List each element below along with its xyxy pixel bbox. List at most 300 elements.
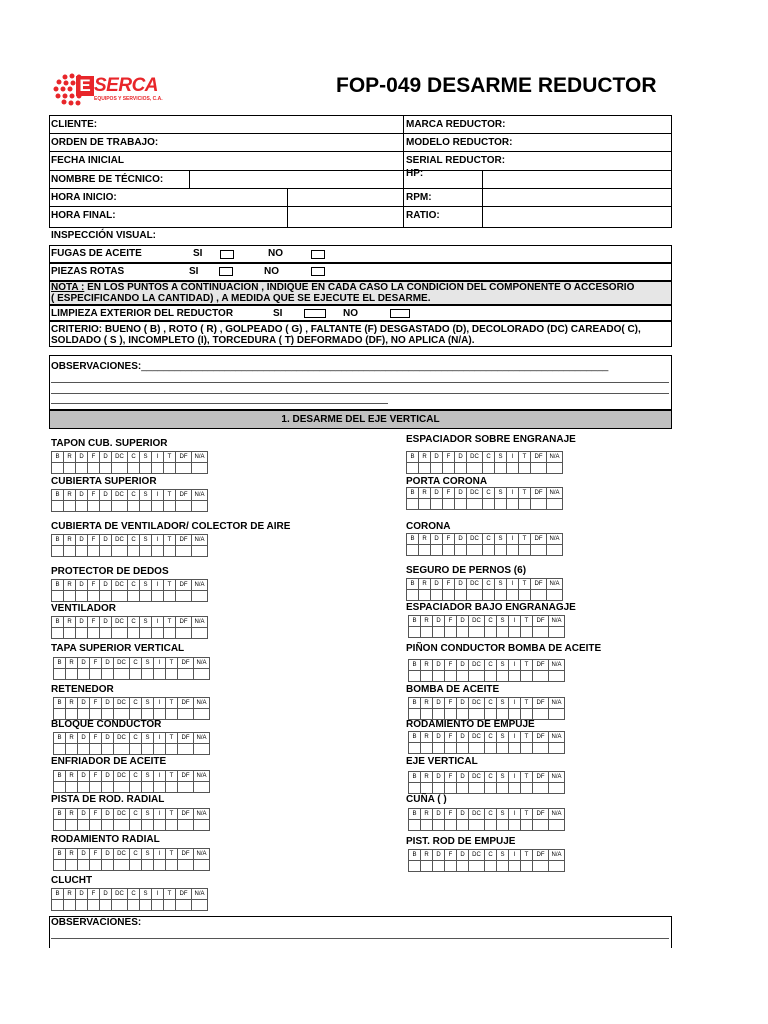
condition-code: N/A	[549, 616, 565, 627]
condition-cell[interactable]	[445, 709, 457, 720]
condition-cell[interactable]	[128, 591, 140, 602]
condition-cell[interactable]	[52, 591, 64, 602]
condition-cell[interactable]	[102, 820, 114, 831]
condition-code: T	[519, 534, 531, 545]
condition-cell[interactable]	[509, 861, 521, 872]
condition-cell[interactable]	[519, 499, 531, 510]
condition-cell[interactable]	[100, 628, 112, 639]
condition-cell[interactable]	[192, 591, 208, 602]
condition-cell[interactable]	[485, 743, 497, 754]
condition-cell[interactable]	[495, 499, 507, 510]
condition-cell[interactable]	[409, 743, 421, 754]
condition-cell[interactable]	[421, 861, 433, 872]
condition-cell[interactable]	[142, 744, 154, 755]
condition-cell[interactable]	[164, 591, 176, 602]
condition-cell[interactable]	[90, 744, 102, 755]
condition-cell[interactable]	[88, 591, 100, 602]
condition-cell[interactable]	[154, 782, 166, 793]
condition-cell[interactable]	[152, 546, 164, 557]
condition-cell[interactable]	[114, 669, 130, 680]
condition-cell[interactable]	[88, 463, 100, 474]
condition-cell[interactable]	[533, 671, 549, 682]
condition-cell[interactable]	[112, 900, 128, 911]
condition-cell[interactable]	[533, 820, 549, 831]
condition-cell[interactable]	[112, 501, 128, 512]
condition-cell[interactable]	[152, 628, 164, 639]
condition-code: R	[421, 772, 433, 783]
condition-cell[interactable]	[469, 671, 485, 682]
condition-cell[interactable]	[102, 669, 114, 680]
condition-cell[interactable]	[445, 783, 457, 794]
condition-cell[interactable]	[130, 860, 142, 871]
condition-cell[interactable]	[52, 628, 64, 639]
condition-cell[interactable]	[76, 501, 88, 512]
condition-cell[interactable]	[409, 820, 421, 831]
condition-cell[interactable]	[176, 463, 192, 474]
condition-cell[interactable]	[54, 669, 66, 680]
condition-cell[interactable]	[102, 744, 114, 755]
condition-cell[interactable]	[521, 627, 533, 638]
condition-cell[interactable]	[497, 783, 509, 794]
condition-cell[interactable]	[433, 743, 445, 754]
condition-cell[interactable]	[419, 590, 431, 601]
condition-cell[interactable]	[112, 463, 128, 474]
condition-cell[interactable]	[64, 501, 76, 512]
condition-cell[interactable]	[140, 546, 152, 557]
condition-cell[interactable]	[164, 628, 176, 639]
condition-cell[interactable]	[194, 782, 210, 793]
condition-cell[interactable]	[140, 900, 152, 911]
condition-cell[interactable]	[102, 709, 114, 720]
condition-cell[interactable]	[192, 501, 208, 512]
condition-cell[interactable]	[419, 463, 431, 474]
condition-cell[interactable]	[166, 782, 178, 793]
condition-cell[interactable]	[90, 669, 102, 680]
condition-cell[interactable]	[497, 627, 509, 638]
condition-cell[interactable]	[164, 463, 176, 474]
condition-cell[interactable]	[154, 669, 166, 680]
condition-cell[interactable]	[88, 900, 100, 911]
condition-cell[interactable]	[469, 861, 485, 872]
condition-cell[interactable]	[507, 463, 519, 474]
condition-cell[interactable]	[421, 783, 433, 794]
condition-cell[interactable]	[90, 709, 102, 720]
condition-cell[interactable]	[176, 591, 192, 602]
condition-cell[interactable]	[407, 590, 419, 601]
condition-cell[interactable]	[88, 501, 100, 512]
condition-cell[interactable]	[78, 744, 90, 755]
condition-cell[interactable]	[467, 463, 483, 474]
condition-cell[interactable]	[114, 820, 130, 831]
condition-code: F	[445, 772, 457, 783]
condition-cell[interactable]	[433, 820, 445, 831]
condition-cell[interactable]	[509, 671, 521, 682]
condition-cell[interactable]	[152, 900, 164, 911]
condition-cell[interactable]	[409, 709, 421, 720]
condition-cell[interactable]	[457, 861, 469, 872]
condition-cell[interactable]	[194, 709, 210, 720]
condition-cell[interactable]	[194, 820, 210, 831]
condition-cell[interactable]	[549, 671, 565, 682]
condition-cell[interactable]	[533, 783, 549, 794]
condition-cell[interactable]	[497, 820, 509, 831]
condition-cell[interactable]	[521, 743, 533, 754]
condition-cell[interactable]	[521, 820, 533, 831]
condition-cell[interactable]	[433, 627, 445, 638]
condition-cell[interactable]	[419, 545, 431, 556]
condition-cell[interactable]	[445, 820, 457, 831]
condition-cell[interactable]	[102, 782, 114, 793]
condition-cell[interactable]	[409, 783, 421, 794]
condition-cell[interactable]	[433, 671, 445, 682]
condition-cell[interactable]	[76, 463, 88, 474]
condition-cell[interactable]	[467, 499, 483, 510]
condition-cell[interactable]	[443, 499, 455, 510]
condition-cell[interactable]	[64, 591, 76, 602]
condition-cell[interactable]	[88, 546, 100, 557]
condition-cell[interactable]	[431, 545, 443, 556]
condition-cell[interactable]	[178, 669, 194, 680]
condition-cell[interactable]	[192, 546, 208, 557]
condition-cell[interactable]	[443, 463, 455, 474]
condition-cell[interactable]	[457, 783, 469, 794]
condition-cell[interactable]	[164, 546, 176, 557]
condition-cell[interactable]	[66, 782, 78, 793]
condition-cell[interactable]	[54, 709, 66, 720]
condition-cell[interactable]	[485, 783, 497, 794]
condition-cell[interactable]	[507, 545, 519, 556]
condition-cell[interactable]	[154, 820, 166, 831]
condition-cell[interactable]	[130, 744, 142, 755]
condition-code: T	[164, 889, 176, 900]
condition-cell[interactable]	[178, 820, 194, 831]
condition-cell[interactable]	[421, 671, 433, 682]
condition-cell[interactable]	[547, 590, 563, 601]
condition-cell[interactable]	[154, 709, 166, 720]
condition-cell[interactable]	[78, 669, 90, 680]
condition-cell[interactable]	[100, 463, 112, 474]
condition-cell[interactable]	[521, 783, 533, 794]
condition-cell[interactable]	[154, 860, 166, 871]
condition-cell[interactable]	[431, 463, 443, 474]
condition-cell[interactable]	[469, 783, 485, 794]
condition-cell[interactable]	[469, 743, 485, 754]
condition-cell[interactable]	[431, 499, 443, 510]
condition-cell[interactable]	[409, 627, 421, 638]
condition-cell[interactable]	[509, 820, 521, 831]
condition-cell[interactable]	[521, 709, 533, 720]
condition-cell[interactable]	[166, 860, 178, 871]
condition-code: DF	[531, 452, 547, 463]
condition-cell[interactable]	[152, 463, 164, 474]
condition-cell[interactable]	[128, 463, 140, 474]
observaciones-line[interactable]	[51, 382, 669, 383]
condition-cell[interactable]	[419, 499, 431, 510]
condition-cell[interactable]	[112, 628, 128, 639]
condition-code: F	[445, 616, 457, 627]
condition-cell[interactable]	[154, 744, 166, 755]
condition-cell[interactable]	[142, 709, 154, 720]
condition-cell[interactable]	[78, 860, 90, 871]
condition-cell[interactable]	[52, 501, 64, 512]
condition-cell[interactable]	[469, 627, 485, 638]
condition-cell[interactable]	[485, 671, 497, 682]
condition-cell[interactable]	[421, 627, 433, 638]
condition-cell[interactable]	[433, 861, 445, 872]
condition-cell[interactable]	[521, 861, 533, 872]
condition-cell[interactable]	[509, 743, 521, 754]
condition-cell[interactable]	[519, 545, 531, 556]
condition-cell[interactable]	[455, 463, 467, 474]
condition-cell[interactable]	[90, 820, 102, 831]
limpieza-no-checkbox[interactable]	[390, 309, 410, 318]
condition-cell[interactable]	[178, 709, 194, 720]
condition-cell[interactable]	[547, 463, 563, 474]
condition-cell[interactable]	[114, 860, 130, 871]
condition-cell[interactable]	[178, 860, 194, 871]
condition-cell[interactable]	[507, 590, 519, 601]
condition-cell[interactable]	[483, 463, 495, 474]
condition-cell[interactable]	[485, 709, 497, 720]
condition-cell[interactable]	[76, 628, 88, 639]
condition-cell[interactable]	[469, 820, 485, 831]
condition-cell[interactable]	[52, 546, 64, 557]
condition-cell[interactable]	[192, 463, 208, 474]
condition-cell[interactable]	[531, 590, 547, 601]
condition-cell[interactable]	[76, 900, 88, 911]
condition-cell[interactable]	[140, 628, 152, 639]
condition-cell[interactable]	[457, 743, 469, 754]
condition-cell[interactable]	[114, 782, 130, 793]
condition-cell[interactable]	[164, 900, 176, 911]
condition-cell[interactable]	[533, 709, 549, 720]
condition-cell[interactable]	[78, 782, 90, 793]
fugas-no-checkbox[interactable]	[311, 250, 325, 259]
condition-cell[interactable]	[533, 627, 549, 638]
piezas-si-checkbox[interactable]	[219, 267, 233, 276]
limpieza-si-checkbox[interactable]	[304, 309, 326, 318]
condition-code: F	[443, 534, 455, 545]
condition-cell[interactable]	[64, 900, 76, 911]
condition-cell[interactable]	[194, 860, 210, 871]
condition-cell[interactable]	[469, 709, 485, 720]
condition-cell[interactable]	[485, 820, 497, 831]
condition-cell[interactable]	[100, 501, 112, 512]
condition-cell[interactable]	[178, 744, 194, 755]
condition-cell[interactable]	[407, 499, 419, 510]
condition-cell[interactable]	[64, 628, 76, 639]
condition-cell[interactable]	[140, 591, 152, 602]
condition-cell[interactable]	[142, 782, 154, 793]
condition-cell[interactable]	[497, 743, 509, 754]
condition-cell[interactable]	[90, 860, 102, 871]
condition-cell[interactable]	[443, 545, 455, 556]
condition-cell[interactable]	[194, 744, 210, 755]
marca-reductor-label: MARCA REDUCTOR:	[406, 119, 506, 130]
condition-cell[interactable]	[443, 590, 455, 601]
condition-cell[interactable]	[409, 861, 421, 872]
condition-cell[interactable]	[130, 669, 142, 680]
condition-cell[interactable]	[431, 590, 443, 601]
condition-cell[interactable]	[467, 545, 483, 556]
condition-cell[interactable]	[549, 743, 565, 754]
condition-cell[interactable]	[509, 783, 521, 794]
condition-cell[interactable]	[521, 671, 533, 682]
condition-cell[interactable]	[64, 463, 76, 474]
condition-cell[interactable]	[140, 463, 152, 474]
condition-cell[interactable]	[409, 671, 421, 682]
condition-cell[interactable]	[421, 743, 433, 754]
condition-cell[interactable]	[549, 709, 565, 720]
condition-cell[interactable]	[549, 627, 565, 638]
condition-cell[interactable]	[421, 709, 433, 720]
condition-cell[interactable]	[54, 860, 66, 871]
condition-cell[interactable]	[66, 820, 78, 831]
condition-cell[interactable]	[76, 591, 88, 602]
condition-cell[interactable]	[445, 627, 457, 638]
condition-cell[interactable]	[455, 499, 467, 510]
condition-cell[interactable]	[455, 590, 467, 601]
condition-cell[interactable]	[112, 591, 128, 602]
condition-cell[interactable]	[483, 499, 495, 510]
condition-cell[interactable]	[88, 628, 100, 639]
condition-cell[interactable]	[130, 782, 142, 793]
condition-cell[interactable]	[176, 546, 192, 557]
condition-cell[interactable]	[76, 546, 88, 557]
condition-cell[interactable]	[130, 709, 142, 720]
condition-cell[interactable]	[52, 463, 64, 474]
condition-cell[interactable]	[102, 860, 114, 871]
observaciones-label-text: OBSERVACIONES:	[51, 361, 142, 372]
condition-cell[interactable]	[445, 671, 457, 682]
condition-cell[interactable]	[142, 860, 154, 871]
condition-cell[interactable]	[152, 591, 164, 602]
condition-cell[interactable]	[66, 860, 78, 871]
condition-cell[interactable]	[164, 501, 176, 512]
condition-cell[interactable]	[531, 463, 547, 474]
condition-cell[interactable]	[128, 501, 140, 512]
condition-cell[interactable]	[152, 501, 164, 512]
condition-cell[interactable]	[407, 545, 419, 556]
condition-cell[interactable]	[66, 709, 78, 720]
condition-cell[interactable]	[166, 744, 178, 755]
condition-cell[interactable]	[66, 744, 78, 755]
condition-cell[interactable]	[467, 590, 483, 601]
condition-cell[interactable]	[497, 671, 509, 682]
condition-cell[interactable]	[114, 709, 130, 720]
condition-cell[interactable]	[445, 743, 457, 754]
condition-cell[interactable]	[100, 591, 112, 602]
condition-cell[interactable]	[519, 463, 531, 474]
condition-cell[interactable]	[407, 463, 419, 474]
condition-cell[interactable]	[176, 628, 192, 639]
observaciones-line[interactable]	[51, 403, 388, 404]
fugas-si-checkbox[interactable]	[220, 250, 234, 259]
condition-code: N/A	[192, 452, 208, 463]
condition-code: F	[90, 809, 102, 820]
condition-cell[interactable]	[176, 501, 192, 512]
condition-cell[interactable]	[112, 546, 128, 557]
condition-code: B	[409, 698, 421, 709]
condition-cell[interactable]	[519, 590, 531, 601]
condition-cell[interactable]	[445, 861, 457, 872]
condition-cell[interactable]	[192, 900, 208, 911]
condition-cell[interactable]	[497, 709, 509, 720]
condition-cell[interactable]	[455, 545, 467, 556]
condition-cell[interactable]	[433, 783, 445, 794]
condition-cell[interactable]	[52, 900, 64, 911]
condition-cell[interactable]	[421, 820, 433, 831]
condition-cell[interactable]	[509, 709, 521, 720]
condition-cell[interactable]	[64, 546, 76, 557]
condition-cell[interactable]	[495, 545, 507, 556]
observaciones-bottom-line[interactable]	[51, 938, 669, 939]
condition-cell[interactable]	[166, 709, 178, 720]
condition-cell[interactable]	[142, 820, 154, 831]
condition-cell[interactable]	[142, 669, 154, 680]
condition-cell[interactable]	[166, 820, 178, 831]
condition-cell[interactable]	[547, 545, 563, 556]
condition-cell[interactable]	[457, 627, 469, 638]
condition-cell[interactable]	[433, 709, 445, 720]
condition-cell[interactable]	[547, 499, 563, 510]
condition-cell[interactable]	[533, 743, 549, 754]
condition-cell[interactable]	[457, 671, 469, 682]
condition-cell[interactable]	[457, 709, 469, 720]
condition-cell[interactable]	[485, 627, 497, 638]
condition-cell[interactable]	[507, 499, 519, 510]
condition-cell[interactable]	[457, 820, 469, 831]
condition-cell[interactable]	[78, 709, 90, 720]
condition-cell[interactable]	[128, 628, 140, 639]
condition-cell[interactable]	[100, 546, 112, 557]
condition-cell[interactable]	[549, 820, 565, 831]
condition-cell[interactable]	[140, 501, 152, 512]
condition-cell[interactable]	[66, 669, 78, 680]
condition-cell[interactable]	[531, 499, 547, 510]
condition-cell[interactable]	[128, 546, 140, 557]
condition-cell[interactable]	[114, 744, 130, 755]
condition-cell[interactable]	[54, 820, 66, 831]
condition-cell[interactable]	[78, 820, 90, 831]
condition-cell[interactable]	[192, 628, 208, 639]
observaciones-line[interactable]	[51, 393, 669, 394]
condition-cell[interactable]	[178, 782, 194, 793]
condition-cell[interactable]	[497, 861, 509, 872]
condition-code: N/A	[192, 889, 208, 900]
condition-cell[interactable]	[176, 900, 192, 911]
condition-cell[interactable]	[100, 900, 112, 911]
condition-cell[interactable]	[549, 861, 565, 872]
condition-cell[interactable]	[533, 861, 549, 872]
condition-cell[interactable]	[549, 783, 565, 794]
condition-cell[interactable]	[483, 545, 495, 556]
condition-cell[interactable]	[495, 463, 507, 474]
condition-cell[interactable]	[54, 782, 66, 793]
condition-cell[interactable]	[509, 627, 521, 638]
condition-cell[interactable]	[130, 820, 142, 831]
condition-cell[interactable]	[90, 782, 102, 793]
piezas-no-checkbox[interactable]	[311, 267, 325, 276]
condition-cell[interactable]	[54, 744, 66, 755]
condition-cell[interactable]	[128, 900, 140, 911]
condition-cell[interactable]	[194, 669, 210, 680]
condition-cell[interactable]	[483, 590, 495, 601]
condition-cell[interactable]	[531, 545, 547, 556]
condition-cell[interactable]	[495, 590, 507, 601]
condition-cell[interactable]	[485, 861, 497, 872]
condition-cell[interactable]	[166, 669, 178, 680]
